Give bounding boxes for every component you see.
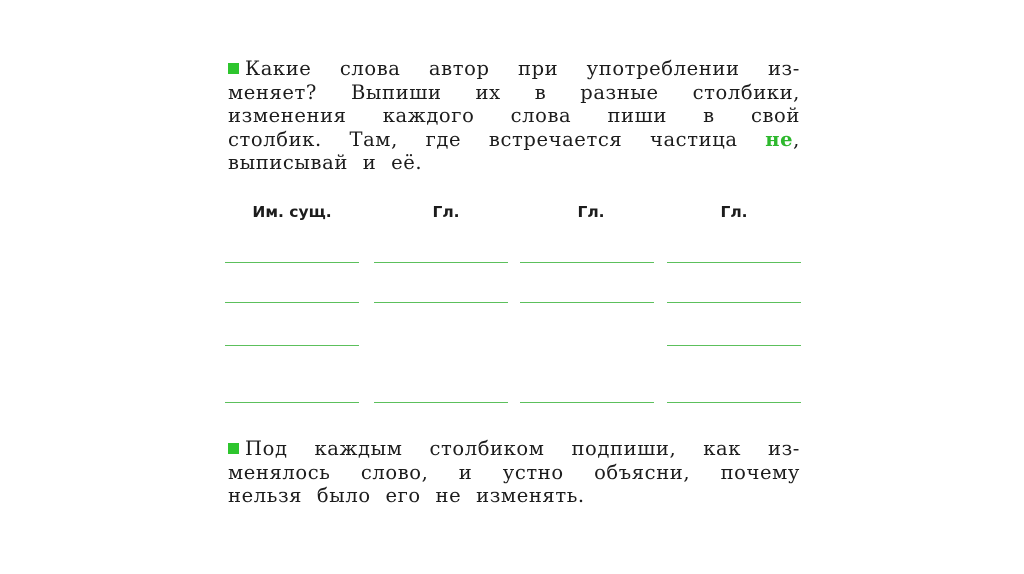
writing-line[interactable] [667,302,801,303]
particle-ne: не [765,127,794,151]
writing-line[interactable] [520,262,654,263]
column-header-noun: Им. сущ. [252,203,332,221]
writing-line[interactable] [520,402,654,403]
writing-line[interactable] [225,302,359,303]
writing-line[interactable] [374,402,508,403]
task-2-line-3: нельзя было его не изменять. [228,484,585,507]
task-1-line-3: изменения каждого слова пиши в свой [228,104,800,127]
task-2-line-1: Под каждым столбиком подпиши, как из- [228,437,800,461]
writing-line[interactable] [667,402,801,403]
task-1-line-5: выписывай и её. [228,151,423,174]
column-header-verb-3: Гл. [720,203,748,221]
writing-line[interactable] [225,345,359,346]
task-2-line-2: менялось слово, и устно объясни, почему [228,460,800,484]
task-1-line-1: Какие слова автор при употреблении из- [228,57,800,81]
green-square-bullet-icon [228,443,239,454]
writing-line[interactable] [374,302,508,303]
writing-line[interactable] [225,402,359,403]
task-1-line-4: столбик. Там, где встречается частица не, [228,127,800,151]
task-1-line-2: меняет? Выпиши их в разные столбики, [228,80,800,104]
writing-line[interactable] [667,345,801,346]
writing-line[interactable] [225,262,359,263]
writing-line[interactable] [374,262,508,263]
column-header-verb-1: Гл. [432,203,460,221]
task-1 [228,57,800,175]
column-header-verb-2: Гл. [577,203,605,221]
writing-line[interactable] [520,302,654,303]
task-2 [228,437,800,508]
green-square-bullet-icon [228,63,239,74]
writing-line[interactable] [667,262,801,263]
